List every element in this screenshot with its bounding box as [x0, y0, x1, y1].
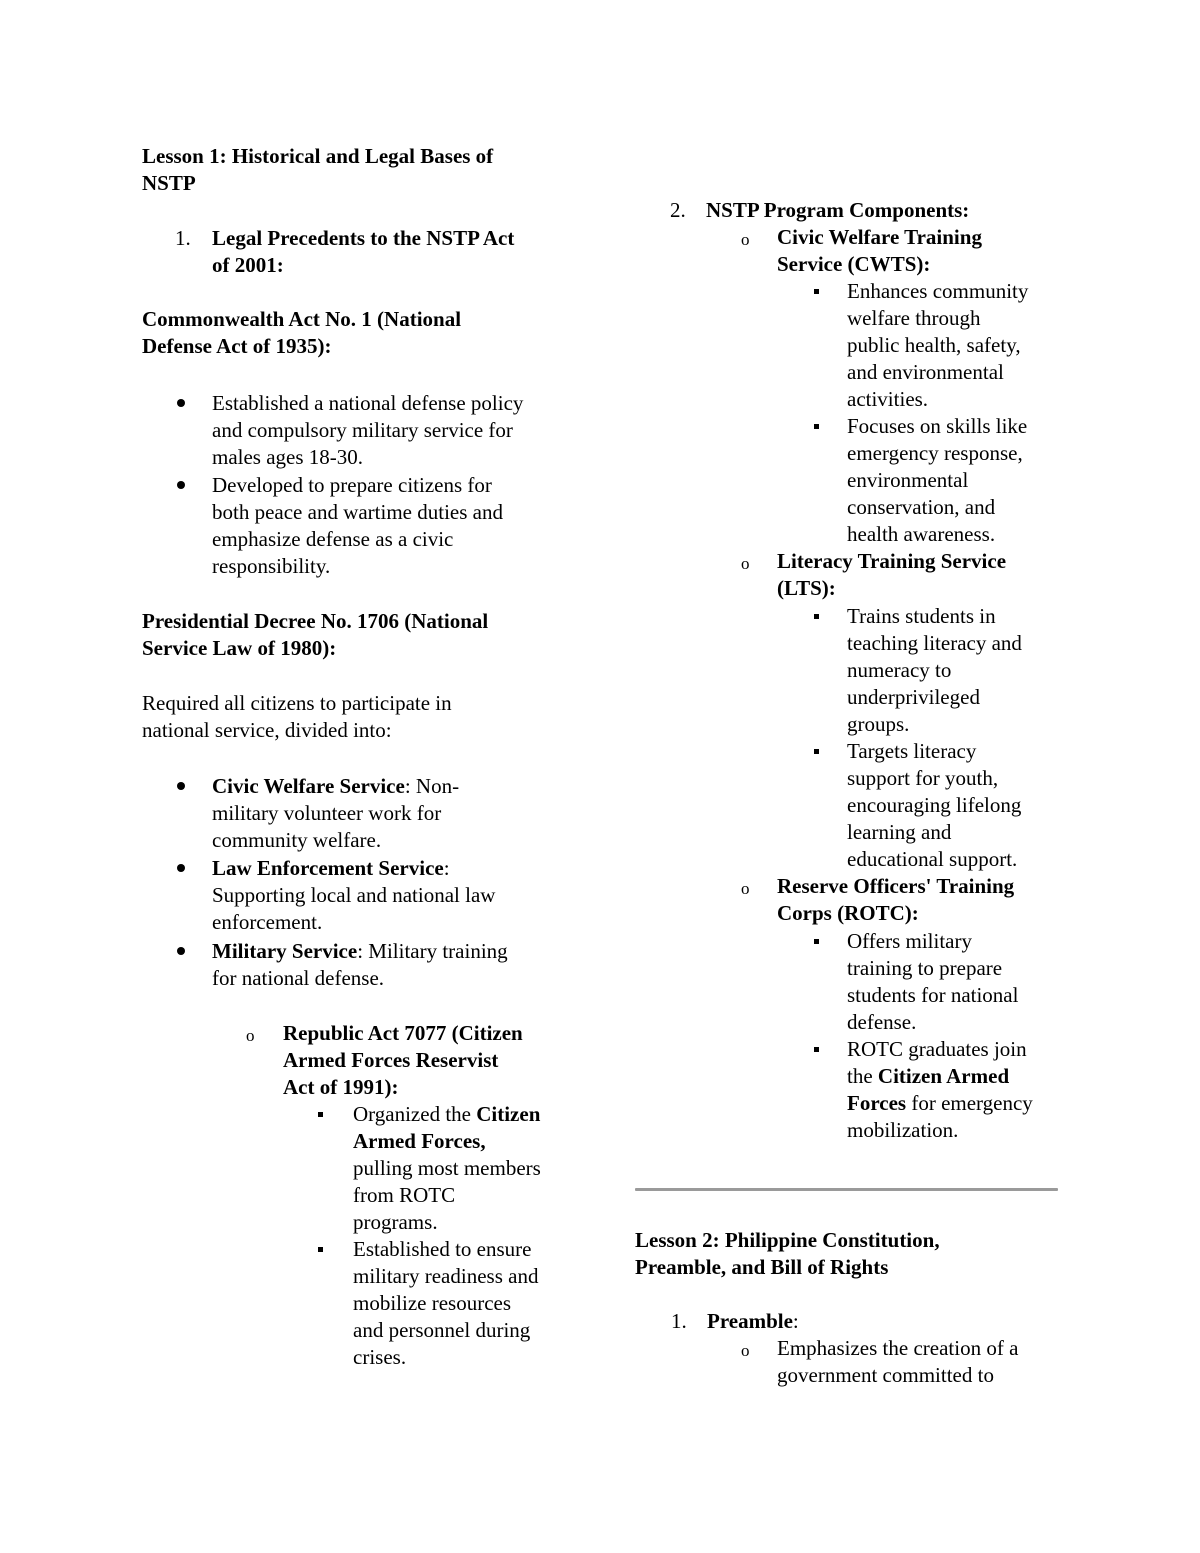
ra-sub1-line4: from ROTC	[353, 1183, 456, 1207]
lts-heading-line2: (LTS):	[777, 576, 836, 600]
ca1-bullet2-line2: both peace and wartime duties and	[212, 500, 503, 524]
pd-intro-line2: national service, divided into:	[142, 718, 392, 742]
preamble-label: Preamble	[707, 1309, 793, 1333]
square-bullet-icon	[814, 289, 819, 294]
cwts-sub1-line3: public health, safety,	[847, 333, 1021, 357]
cwts-sub2-line3: environmental	[847, 468, 969, 492]
cwts-sub1-line2: welfare through	[847, 306, 981, 330]
ra-sub2-line5: crises.	[353, 1345, 407, 1369]
civic-line2: military volunteer work for	[212, 801, 442, 825]
ca1-bullet2-line3: emphasize defense as a civic	[212, 527, 454, 551]
bullet-icon	[177, 399, 185, 407]
cwts-sub1-line5: activities.	[847, 387, 929, 411]
lts-sub1-line3: numeracy to	[847, 658, 952, 682]
rotc-sub1-line2: training to prepare	[847, 956, 1003, 980]
rotc-sub2-pre: the	[847, 1064, 878, 1088]
preamble-colon: :	[792, 1309, 799, 1333]
cwts-sub1-line1: Enhances community	[847, 279, 1029, 303]
ca1-bullet2-line4: responsibility.	[212, 554, 331, 578]
lesson1-title-line2: NSTP	[142, 171, 196, 195]
ra-heading-line1: Republic Act 7077 (Citizen	[283, 1021, 523, 1045]
cwts-sub2-line4: conservation, and	[847, 495, 996, 519]
cwts-sub2-line1: Focuses on skills like	[847, 414, 1028, 438]
ra-sub1-line3: pulling most members	[353, 1156, 541, 1180]
civic-label: Civic Welfare Service	[212, 774, 405, 798]
item1-title-line1: Legal Precedents to the NSTP Act	[212, 226, 515, 250]
rotc-sub1-line4: defense.	[847, 1010, 917, 1034]
preamble-sub-line1: Emphasizes the creation of a	[777, 1336, 1019, 1360]
bullet-icon	[177, 481, 185, 489]
item2-title	[706, 197, 969, 224]
law-line2: Supporting local and national law	[212, 883, 496, 907]
lesson2-title-line2: Preamble, and Bill of Rights	[635, 1255, 889, 1279]
ra-sub2-line2: military readiness and	[353, 1264, 539, 1288]
rotc-sub2-line1: ROTC graduates join	[847, 1037, 1027, 1061]
pd-heading-line1: Presidential Decree No. 1706 (National	[142, 609, 489, 633]
ca1-bullet1-line1: Established a national defense policy	[212, 391, 524, 415]
rotc-sub2-line4: mobilization.	[847, 1118, 959, 1142]
square-bullet-icon	[814, 749, 819, 754]
ca1-bullet1-line2: and compulsory military service for	[212, 418, 513, 442]
lts-sub1-line2: teaching literacy and	[847, 631, 1022, 655]
ra-heading-line3: Act of 1991):	[283, 1075, 399, 1099]
lts-sub2-line1: Targets literacy	[847, 739, 977, 763]
lts-sub2-line5: educational support.	[847, 847, 1018, 871]
item2-title-text: NSTP Program Components:	[706, 198, 970, 222]
preamble-sub-line2: government committed to	[777, 1363, 994, 1387]
section-divider	[635, 1188, 1058, 1191]
square-bullet-icon	[814, 939, 819, 944]
list-number: 2.	[670, 198, 686, 222]
civic-rest: : Non-	[404, 774, 460, 798]
square-bullet-icon	[318, 1112, 323, 1117]
ca1-bullet2-line1: Developed to prepare citizens for	[212, 473, 492, 497]
law-rest: :	[443, 856, 450, 880]
lesson1-title-line1: Lesson 1: Historical and Legal Bases of	[142, 144, 494, 168]
rotc-sub2-line2	[847, 1063, 1009, 1090]
lts-sub2-line4: learning and	[847, 820, 952, 844]
rotc-heading-line1: Reserve Officers' Training	[777, 874, 1015, 898]
military-line2: for national defense.	[212, 966, 385, 990]
civic-line1	[212, 773, 459, 800]
law-label: Law Enforcement Service	[212, 856, 444, 880]
square-bullet-icon	[814, 614, 819, 619]
lesson2-title-line1: Lesson 2: Philippine Constitution,	[635, 1228, 940, 1252]
ca1-heading-line1: Commonwealth Act No. 1 (National	[142, 307, 462, 331]
rotc-sub2-bold1: Citizen Armed	[877, 1064, 1010, 1088]
civic-line3: community welfare.	[212, 828, 382, 852]
circle-bullet-icon: o	[741, 554, 750, 573]
ra-sub1-pre: Organized the	[353, 1102, 477, 1126]
square-bullet-icon	[814, 424, 819, 429]
lts-heading-line1: Literacy Training Service	[777, 549, 1007, 573]
lts-sub2-line3: encouraging lifelong	[847, 793, 1022, 817]
pd-heading-line2: Service Law of 1980):	[142, 636, 337, 660]
list-number: 1.	[175, 226, 191, 250]
rotc-sub2-bold2: Forces	[847, 1091, 907, 1115]
ra-sub2-line1: Established to ensure	[353, 1237, 532, 1261]
bullet-icon	[177, 864, 185, 872]
cwts-heading-line1: Civic Welfare Training	[777, 225, 982, 249]
preamble-heading	[707, 1308, 799, 1335]
lts-sub1-line5: groups.	[847, 712, 910, 736]
cwts-heading-line2: Service (CWTS):	[777, 252, 931, 276]
circle-bullet-icon: o	[246, 1026, 255, 1045]
rotc-sub1-line1: Offers military	[847, 929, 972, 953]
ra-sub2-line3: mobilize resources	[353, 1291, 512, 1315]
military-line1	[212, 938, 508, 965]
rotc-heading-line2: Corps (ROTC):	[777, 901, 919, 925]
lts-sub1-line4: underprivileged	[847, 685, 980, 709]
law-line3: enforcement.	[212, 910, 323, 934]
square-bullet-icon	[318, 1247, 323, 1252]
circle-bullet-icon: o	[741, 230, 750, 249]
square-bullet-icon	[814, 1047, 819, 1052]
ra-heading-line2: Armed Forces Reservist	[283, 1048, 499, 1072]
bullet-icon	[177, 782, 185, 790]
ra-sub2-line4: and personnel during	[353, 1318, 531, 1342]
item1-title-line2: of 2001:	[212, 253, 284, 277]
lts-sub1-line1: Trains students in	[847, 604, 996, 628]
ca1-heading-line2: Defense Act of 1935):	[142, 334, 332, 358]
ra-sub1-bold1: Citizen	[476, 1102, 541, 1126]
law-line1	[212, 855, 450, 882]
bullet-icon	[177, 947, 185, 955]
list-number: 1.	[671, 1309, 687, 1333]
cwts-sub2-line5: health awareness.	[847, 522, 996, 546]
pd-intro-line1: Required all citizens to participate in	[142, 691, 452, 715]
rotc-sub2-post: for emergency	[906, 1091, 1033, 1115]
ra-sub1-line1	[353, 1101, 540, 1128]
ca1-bullet1-line3: males ages 18-30.	[212, 445, 364, 469]
rotc-sub2-line3	[847, 1090, 1033, 1117]
rotc-sub1-line3: students for national	[847, 983, 1019, 1007]
circle-bullet-icon: o	[741, 879, 750, 898]
circle-bullet-icon: o	[741, 1341, 750, 1360]
military-rest: : Military training	[357, 939, 508, 963]
ra-sub1-line5: programs.	[353, 1210, 438, 1234]
cwts-sub1-line4: and environmental	[847, 360, 1004, 384]
lts-sub2-line2: support for youth,	[847, 766, 999, 790]
military-label: Military Service	[212, 939, 358, 963]
cwts-sub2-line2: emergency response,	[847, 441, 1023, 465]
ra-sub1-line2: Armed Forces,	[353, 1129, 486, 1153]
